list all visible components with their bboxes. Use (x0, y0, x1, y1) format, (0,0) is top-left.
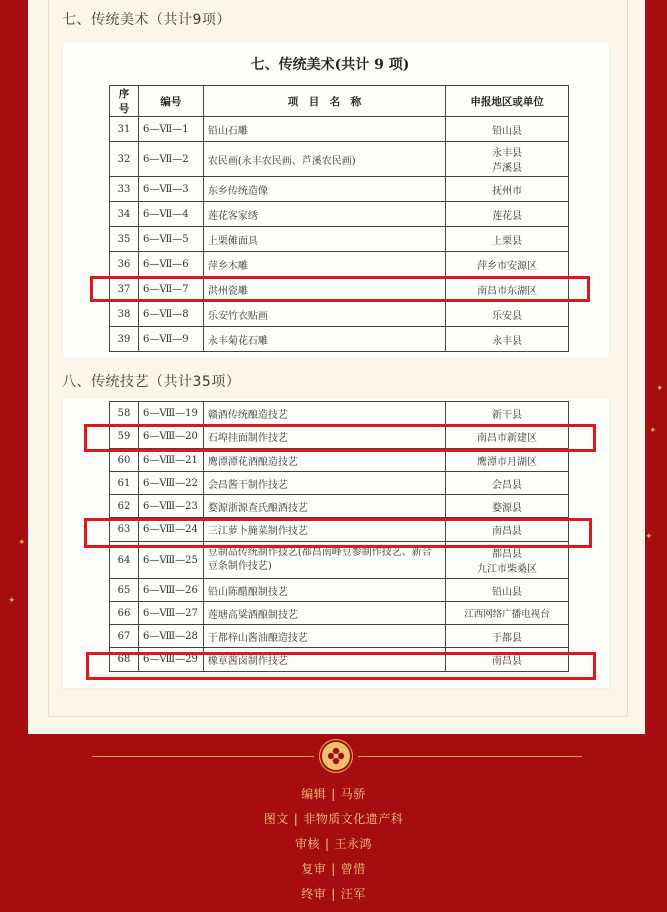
cell-region: 南昌县 (446, 518, 569, 542)
sparkle-decoration: ✦ (656, 384, 664, 394)
cell-code: 6—Ⅶ—1 (138, 117, 203, 142)
table-row (110, 495, 569, 518)
flower-icon (322, 742, 350, 770)
cell-code: 6—Ⅷ—28 (138, 625, 203, 648)
cell-no: 62 (110, 495, 139, 518)
credit-text-and-images: 图文 | 非物质文化遗产科 (263, 812, 404, 826)
credit-role: 审核 (294, 837, 320, 851)
credit-role: 复审 (301, 862, 327, 876)
cell-region: 南昌市新建区 (446, 425, 569, 449)
cell-code: 6—Ⅷ—23 (138, 495, 203, 518)
table-header-row (110, 86, 569, 117)
table-row (110, 602, 569, 625)
cell-region: 江西网络广播电视台 (446, 602, 569, 625)
credit-role: 图文 (263, 812, 289, 826)
credit-final-reviewer: 终审 | 汪军 (301, 887, 366, 901)
credit-second-reviewer: 复审 | 曾惜 (301, 862, 366, 876)
cell-region (446, 142, 569, 177)
cell-no: 66 (110, 602, 139, 625)
cell-no: 34 (110, 202, 139, 227)
cell-name: 乐安竹衣贴画 (203, 302, 445, 327)
credit-reviewer: 审核 | 王永鸿 (294, 837, 373, 851)
cell-no: 38 (110, 302, 139, 327)
cell-name: 会昌酱干制作技艺 (203, 472, 445, 495)
cell-code: 6—Ⅶ—4 (138, 202, 203, 227)
cell-code: 6—Ⅶ—9 (138, 327, 203, 352)
cell-code: 6—Ⅶ—2 (138, 142, 203, 177)
cell-region: 永丰县 (446, 327, 569, 352)
cell-region: 新干县 (446, 402, 569, 425)
cell-region: 萍乡市安源区 (446, 252, 569, 277)
cell-region-line: 永丰县 (492, 148, 523, 159)
cell-no: 61 (110, 472, 139, 495)
cell-name: 三江萝卜腌菜制作技艺 (203, 518, 445, 542)
cell-name: 铅山石雕 (203, 117, 445, 142)
cell-no: 32 (110, 142, 139, 177)
cell-no: 31 (110, 117, 139, 142)
cell-code: 6—Ⅷ—22 (138, 472, 203, 495)
cell-region: 上栗县 (446, 227, 569, 252)
cell-no: 58 (110, 402, 139, 425)
credit-name: 非物质文化遗产科 (303, 812, 404, 826)
footer-divider-right (358, 756, 582, 757)
table-row (110, 579, 569, 602)
cell-code: 6—Ⅶ—5 (138, 227, 203, 252)
header-no: 序号 (110, 86, 139, 117)
cell-code: 6—Ⅶ—6 (138, 252, 203, 277)
highlight-box-row-68 (86, 652, 596, 680)
table-row (110, 302, 569, 327)
cell-no: 64 (110, 542, 139, 579)
table-row (110, 202, 569, 227)
table-row (110, 227, 569, 252)
cell-code: 6—Ⅶ—8 (138, 302, 203, 327)
cell-region: 乐安县 (446, 302, 569, 327)
cell-name: 铅山陈醋酿制技艺 (203, 579, 445, 602)
cell-region: 南昌县 (446, 648, 569, 672)
highlight-box-row-37 (90, 276, 590, 302)
cell-no: 65 (110, 579, 139, 602)
cell-name: 于都梓山酱油酿造技艺 (203, 625, 445, 648)
cell-code: 6—Ⅷ—21 (138, 449, 203, 472)
cell-code: 6—Ⅷ—19 (138, 402, 203, 425)
header-name: 项 目 名 称 (203, 86, 445, 117)
cell-region: 于都县 (446, 625, 569, 648)
cell-name: 豆制品传统制作技艺(都昌南峰豆参制作技艺、新合豆条制作技艺) (203, 542, 445, 579)
cell-name: 鹰潭潭花酒酿造技艺 (203, 449, 445, 472)
cell-name: 上栗傩面具 (203, 227, 445, 252)
header-region: 申报地区或单位 (446, 86, 569, 117)
cell-name: 农民画(永丰农民画、芦溪农民画) (203, 142, 445, 177)
cell-region-line: 芦溪县 (492, 163, 523, 174)
cell-name: 婺源浙源查氏酿酒技艺 (203, 495, 445, 518)
cell-region-line: 九江市柴桑区 (477, 564, 538, 575)
highlight-box-row-63 (84, 518, 592, 548)
table-row (110, 625, 569, 648)
cell-region: 南昌市东湖区 (446, 277, 569, 302)
cell-region: 会昌县 (446, 472, 569, 495)
sparkle-decoration: ✦ (8, 596, 16, 606)
cell-name: 莲塘高粱酒酿制技艺 (203, 602, 445, 625)
cell-region: 婺源县 (446, 495, 569, 518)
cell-no: 37 (110, 277, 139, 302)
cell-no: 39 (110, 327, 139, 352)
cell-region-line: 都昌县 (492, 549, 523, 560)
footer-divider-left (92, 756, 314, 757)
credit-editor: 编辑 | 马骄 (301, 787, 366, 801)
cell-code: 6—Ⅷ—26 (138, 579, 203, 602)
cell-code: 6—Ⅶ—7 (138, 277, 203, 302)
cell-code: 6—Ⅷ—24 (138, 518, 203, 542)
credit-role: 编辑 (301, 787, 327, 801)
table-row (110, 117, 569, 142)
cell-region: 铅山县 (446, 579, 569, 602)
cell-no: 68 (110, 648, 139, 672)
cell-no: 67 (110, 625, 139, 648)
credit-name: 王永鸿 (334, 837, 373, 851)
cell-code: 6—Ⅷ—20 (138, 425, 203, 449)
credit-name: 曾惜 (340, 862, 366, 876)
section-heading-traditional-art: 七、传统美术（共计9项） (62, 12, 231, 28)
cell-code: 6—Ⅷ—27 (138, 602, 203, 625)
table-row (110, 252, 569, 277)
header-code: 编号 (138, 86, 203, 117)
sparkle-decoration: ✦ (645, 532, 653, 542)
cell-name: 萍乡木雕 (203, 252, 445, 277)
credit-name: 马骄 (340, 787, 366, 801)
cell-region: 铅山县 (446, 117, 569, 142)
cell-no: 35 (110, 227, 139, 252)
highlight-box-row-59 (84, 424, 596, 452)
table-row (110, 327, 569, 352)
cell-region: 鹰潭市月湖区 (446, 449, 569, 472)
credit-role: 终审 (301, 887, 327, 901)
table-row (110, 142, 569, 177)
cell-no: 33 (110, 177, 139, 202)
cell-no: 63 (110, 518, 139, 542)
cell-region: 抚州市 (446, 177, 569, 202)
document-title: 七、传统美术(共计 9 项) (250, 57, 410, 73)
cell-code: 6—Ⅷ—25 (138, 542, 203, 579)
cell-code: 6—Ⅶ—3 (138, 177, 203, 202)
cell-no: 36 (110, 252, 139, 277)
traditional-art-table (109, 85, 569, 352)
table-row (110, 402, 569, 425)
cell-name: 永丰菊花石雕 (203, 327, 445, 352)
cell-name: 石埠挂面制作技艺 (203, 425, 445, 449)
cell-name: 东乡传统造像 (203, 177, 445, 202)
cell-no: 60 (110, 449, 139, 472)
sparkle-decoration: ✦ (649, 426, 657, 436)
credit-name: 汪军 (340, 887, 366, 901)
cell-name: 洪州瓷雕 (203, 277, 445, 302)
table-row (110, 177, 569, 202)
cell-no: 59 (110, 425, 139, 449)
section-heading-traditional-craft: 八、传统技艺（共计35项） (62, 374, 241, 390)
table-row (110, 472, 569, 495)
cell-name: 赣酒传统酿造技艺 (203, 402, 445, 425)
cell-region: 莲花县 (446, 202, 569, 227)
cell-name: 橡章酱卤制作技艺 (203, 648, 445, 672)
cell-name: 莲花客家绣 (203, 202, 445, 227)
sparkle-decoration: ✦ (18, 538, 26, 548)
cell-code: 6—Ⅷ—29 (138, 648, 203, 672)
